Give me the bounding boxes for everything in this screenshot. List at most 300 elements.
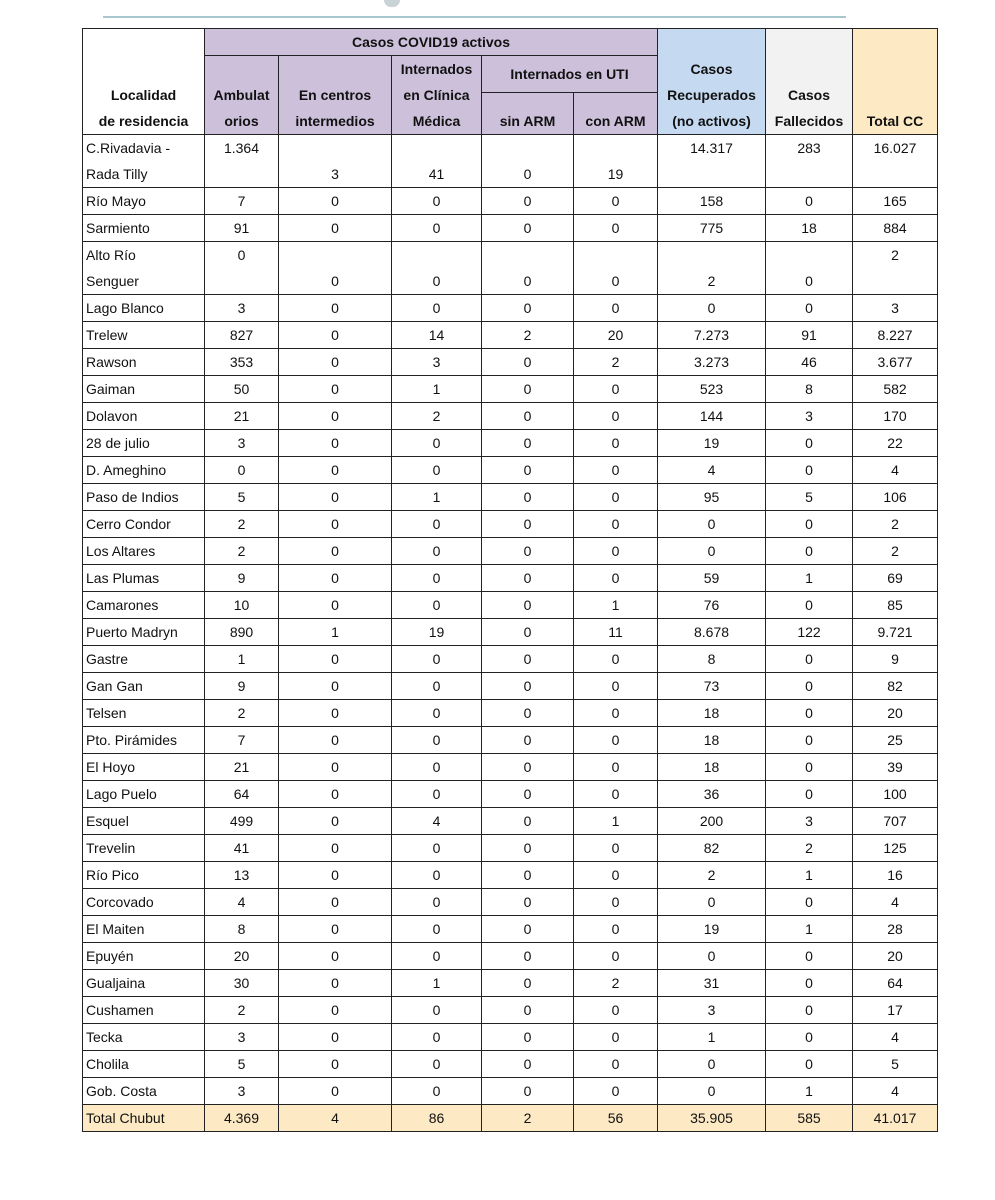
cell-cli: 0 xyxy=(392,700,482,727)
cell-rec: 2 xyxy=(658,862,766,889)
cell-fal: 0 xyxy=(766,997,853,1024)
cell-cen: 0 xyxy=(279,215,392,242)
cell-cli: 0 xyxy=(392,592,482,619)
cell-rec: 0 xyxy=(658,538,766,565)
cell-cli: 0 xyxy=(392,1078,482,1105)
covid-cases-table xyxy=(82,28,938,1132)
table-row xyxy=(83,295,938,322)
cell-cli: 0 xyxy=(392,646,482,673)
cell-cen: 0 xyxy=(279,188,392,215)
cell-amb: 50 xyxy=(205,376,279,403)
cell-con: 0 xyxy=(574,430,658,457)
cell-localidad: Pto. Pirámides xyxy=(83,727,205,754)
cell-total-rec: 35.905 xyxy=(658,1105,766,1132)
cell-tot: 165 xyxy=(853,188,938,215)
cell-fal: 1 xyxy=(766,862,853,889)
cell-sin: 0 xyxy=(482,538,574,565)
cell-localidad: Río Mayo xyxy=(83,188,205,215)
table-row xyxy=(83,835,938,862)
cell-amb: 8 xyxy=(205,916,279,943)
cell-cen: 0 xyxy=(279,1051,392,1078)
cell-cen: 0 xyxy=(279,970,392,997)
cell-tot: 28 xyxy=(853,916,938,943)
cell-amb: 2 xyxy=(205,700,279,727)
cell-sin: 0 xyxy=(482,484,574,511)
cell-cli: 0 xyxy=(392,188,482,215)
cell-sin: 0 xyxy=(482,862,574,889)
cell-cli: 0 xyxy=(392,727,482,754)
cell-sin: 0 xyxy=(482,376,574,403)
cell-con: 0 xyxy=(574,700,658,727)
cell-cli: 0 xyxy=(392,889,482,916)
cell-amb: 20 xyxy=(205,943,279,970)
cell-tot: 4 xyxy=(853,889,938,916)
table-row xyxy=(83,727,938,754)
cell-localidad: Sarmiento xyxy=(83,215,205,242)
cell-tot: 884 xyxy=(853,215,938,242)
cell-con: 0 xyxy=(574,997,658,1024)
cell-con: 0 xyxy=(574,188,658,215)
cell-sin: 0 xyxy=(482,135,574,188)
cell-con: 0 xyxy=(574,1078,658,1105)
cell-sin: 0 xyxy=(482,727,574,754)
cell-localidad: Trevelin xyxy=(83,835,205,862)
cell-tot: 3 xyxy=(853,295,938,322)
cell-cen: 0 xyxy=(279,403,392,430)
table-row xyxy=(83,484,938,511)
cell-sin: 0 xyxy=(482,808,574,835)
cell-con: 0 xyxy=(574,943,658,970)
cell-cen: 0 xyxy=(279,430,392,457)
cell-sin: 0 xyxy=(482,943,574,970)
cell-cli: 0 xyxy=(392,538,482,565)
cell-sin: 0 xyxy=(482,835,574,862)
cell-fal: 0 xyxy=(766,646,853,673)
cell-fal: 8 xyxy=(766,376,853,403)
table-row xyxy=(83,673,938,700)
cell-sin: 0 xyxy=(482,242,574,295)
table-row xyxy=(83,135,938,188)
cell-cli: 0 xyxy=(392,835,482,862)
cell-cli: 0 xyxy=(392,943,482,970)
cell-cen: 0 xyxy=(279,484,392,511)
cell-cli: 0 xyxy=(392,673,482,700)
cell-con: 0 xyxy=(574,1051,658,1078)
cell-amb: 3 xyxy=(205,1078,279,1105)
cell-amb: 2 xyxy=(205,997,279,1024)
cell-rec: 0 xyxy=(658,511,766,538)
cell-con: 2 xyxy=(574,349,658,376)
cell-tot: 582 xyxy=(853,376,938,403)
cell-rec: 95 xyxy=(658,484,766,511)
table-row xyxy=(83,565,938,592)
cell-localidad: Camarones xyxy=(83,592,205,619)
cell-cli: 0 xyxy=(392,565,482,592)
cell-sin: 0 xyxy=(482,673,574,700)
cell-cli: 0 xyxy=(392,1024,482,1051)
cell-localidad: Puerto Madryn xyxy=(83,619,205,646)
cell-con: 0 xyxy=(574,565,658,592)
cell-rec: 0 xyxy=(658,295,766,322)
cell-localidad: El Maiten xyxy=(83,916,205,943)
cell-sin: 0 xyxy=(482,619,574,646)
cell-fal: 0 xyxy=(766,781,853,808)
cell-rec: 18 xyxy=(658,727,766,754)
cell-tot: 16.027 xyxy=(853,135,938,188)
cell-con: 0 xyxy=(574,295,658,322)
cell-amb: 64 xyxy=(205,781,279,808)
cell-amb: 0 xyxy=(205,242,279,295)
cell-cen: 3 xyxy=(279,135,392,188)
cell-localidad: Gualjaina xyxy=(83,970,205,997)
cell-localidad: C.Rivadavia - Rada Tilly xyxy=(83,135,205,188)
cell-fal: 1 xyxy=(766,1078,853,1105)
cell-cli: 0 xyxy=(392,295,482,322)
cell-cen: 1 xyxy=(279,619,392,646)
cell-con: 20 xyxy=(574,322,658,349)
table-row xyxy=(83,403,938,430)
cell-localidad: D. Ameghino xyxy=(83,457,205,484)
cell-fal: 0 xyxy=(766,943,853,970)
cell-total-tot: 41.017 xyxy=(853,1105,938,1132)
cell-cen: 0 xyxy=(279,242,392,295)
cell-localidad: Gob. Costa xyxy=(83,1078,205,1105)
cell-amb: 3 xyxy=(205,1024,279,1051)
cell-amb: 1 xyxy=(205,646,279,673)
cell-con: 0 xyxy=(574,754,658,781)
cell-localidad: Rawson xyxy=(83,349,205,376)
cell-cli: 0 xyxy=(392,997,482,1024)
cell-amb: 3 xyxy=(205,295,279,322)
cell-cen: 0 xyxy=(279,349,392,376)
header-localidad: Localidad de residencia xyxy=(83,29,205,135)
cell-con: 0 xyxy=(574,673,658,700)
cell-cen: 0 xyxy=(279,457,392,484)
cell-amb: 30 xyxy=(205,970,279,997)
cell-fal: 1 xyxy=(766,916,853,943)
cell-cli: 0 xyxy=(392,1051,482,1078)
cell-sin: 0 xyxy=(482,997,574,1024)
cell-amb: 827 xyxy=(205,322,279,349)
cell-amb: 41 xyxy=(205,835,279,862)
header-sin-arm: sin ARM xyxy=(482,93,574,135)
cell-amb: 5 xyxy=(205,1051,279,1078)
cell-sin: 0 xyxy=(482,430,574,457)
cell-sin: 0 xyxy=(482,646,574,673)
cell-rec: 82 xyxy=(658,835,766,862)
cell-rec: 18 xyxy=(658,700,766,727)
cell-localidad: Cerro Condor xyxy=(83,511,205,538)
cell-fal: 0 xyxy=(766,511,853,538)
cell-con: 0 xyxy=(574,646,658,673)
cell-tot: 20 xyxy=(853,700,938,727)
cell-sin: 0 xyxy=(482,349,574,376)
cell-rec: 76 xyxy=(658,592,766,619)
cell-con: 0 xyxy=(574,215,658,242)
cell-localidad: Río Pico xyxy=(83,862,205,889)
cell-sin: 0 xyxy=(482,700,574,727)
cell-tot: 3.677 xyxy=(853,349,938,376)
cell-tot: 106 xyxy=(853,484,938,511)
cell-cen: 0 xyxy=(279,592,392,619)
cell-con: 0 xyxy=(574,376,658,403)
cell-con: 0 xyxy=(574,781,658,808)
cell-localidad: Paso de Indios xyxy=(83,484,205,511)
table-row xyxy=(83,646,938,673)
cell-fal: 18 xyxy=(766,215,853,242)
cell-con: 0 xyxy=(574,403,658,430)
table-row xyxy=(83,1078,938,1105)
cell-cen: 0 xyxy=(279,916,392,943)
cell-cli: 1 xyxy=(392,970,482,997)
cell-localidad: Dolavon xyxy=(83,403,205,430)
cell-localidad: Telsen xyxy=(83,700,205,727)
cell-amb: 9 xyxy=(205,565,279,592)
cell-con: 1 xyxy=(574,808,658,835)
cell-rec: 0 xyxy=(658,1051,766,1078)
cell-fal: 0 xyxy=(766,457,853,484)
cell-sin: 0 xyxy=(482,592,574,619)
cell-fal: 0 xyxy=(766,188,853,215)
cell-con: 0 xyxy=(574,484,658,511)
table-row xyxy=(83,862,938,889)
cell-con: 0 xyxy=(574,457,658,484)
cell-tot: 125 xyxy=(853,835,938,862)
cell-localidad: 28 de julio xyxy=(83,430,205,457)
cell-fal: 0 xyxy=(766,1051,853,1078)
cell-fal: 1 xyxy=(766,565,853,592)
cell-cen: 0 xyxy=(279,295,392,322)
cell-cli: 1 xyxy=(392,376,482,403)
cell-rec: 36 xyxy=(658,781,766,808)
cell-amb: 890 xyxy=(205,619,279,646)
cell-sin: 0 xyxy=(482,403,574,430)
cell-localidad: Gan Gan xyxy=(83,673,205,700)
cell-rec: 0 xyxy=(658,889,766,916)
cell-sin: 0 xyxy=(482,511,574,538)
cell-rec: 18 xyxy=(658,754,766,781)
cell-cen: 0 xyxy=(279,646,392,673)
cell-con: 0 xyxy=(574,511,658,538)
cell-amb: 0 xyxy=(205,457,279,484)
cell-cli: 0 xyxy=(392,511,482,538)
cell-sin: 0 xyxy=(482,781,574,808)
table-row xyxy=(83,916,938,943)
cell-total-amb: 4.369 xyxy=(205,1105,279,1132)
cell-rec: 158 xyxy=(658,188,766,215)
cell-amb: 91 xyxy=(205,215,279,242)
cell-rec: 200 xyxy=(658,808,766,835)
cell-localidad: Esquel xyxy=(83,808,205,835)
cell-fal: 0 xyxy=(766,754,853,781)
table-row xyxy=(83,322,938,349)
table-row xyxy=(83,943,938,970)
table-row xyxy=(83,376,938,403)
cell-cli: 19 xyxy=(392,619,482,646)
table-row xyxy=(83,349,938,376)
cell-sin: 0 xyxy=(482,1051,574,1078)
cell-tot: 17 xyxy=(853,997,938,1024)
cell-tot: 9 xyxy=(853,646,938,673)
cell-amb: 2 xyxy=(205,511,279,538)
cell-total-fal: 585 xyxy=(766,1105,853,1132)
cell-cli: 0 xyxy=(392,781,482,808)
cell-con: 0 xyxy=(574,916,658,943)
header-internados: Internados en Clínica Médica xyxy=(392,56,482,135)
cell-cen: 0 xyxy=(279,1024,392,1051)
table-row xyxy=(83,781,938,808)
cell-fal: 0 xyxy=(766,673,853,700)
cell-fal: 3 xyxy=(766,403,853,430)
cell-tot: 64 xyxy=(853,970,938,997)
cell-amb: 4 xyxy=(205,889,279,916)
cell-localidad: Las Plumas xyxy=(83,565,205,592)
cell-cli: 41 xyxy=(392,135,482,188)
cell-con: 1 xyxy=(574,592,658,619)
cell-rec: 2 xyxy=(658,242,766,295)
cell-cen: 0 xyxy=(279,376,392,403)
cell-cen: 0 xyxy=(279,322,392,349)
header-ambulatorios: Ambulat orios xyxy=(205,56,279,135)
cell-rec: 775 xyxy=(658,215,766,242)
cell-tot: 39 xyxy=(853,754,938,781)
cell-rec: 3 xyxy=(658,997,766,1024)
cell-tot: 4 xyxy=(853,457,938,484)
table-row xyxy=(83,619,938,646)
cell-tot: 170 xyxy=(853,403,938,430)
table-row xyxy=(83,538,938,565)
cell-localidad: Alto Río Senguer xyxy=(83,242,205,295)
cell-cli: 3 xyxy=(392,349,482,376)
cell-sin: 0 xyxy=(482,1078,574,1105)
cell-rec: 523 xyxy=(658,376,766,403)
table-row xyxy=(83,808,938,835)
cell-cen: 0 xyxy=(279,565,392,592)
cell-sin: 0 xyxy=(482,889,574,916)
cell-tot: 85 xyxy=(853,592,938,619)
cell-amb: 5 xyxy=(205,484,279,511)
table-row xyxy=(83,970,938,997)
cell-cli: 0 xyxy=(392,430,482,457)
table-row xyxy=(83,430,938,457)
cell-sin: 0 xyxy=(482,188,574,215)
cell-amb: 3 xyxy=(205,430,279,457)
cell-tot: 20 xyxy=(853,943,938,970)
cell-rec: 14.317 xyxy=(658,135,766,188)
table-row xyxy=(83,215,938,242)
cell-cen: 0 xyxy=(279,511,392,538)
cell-tot: 82 xyxy=(853,673,938,700)
cell-tot: 22 xyxy=(853,430,938,457)
cell-rec: 59 xyxy=(658,565,766,592)
cell-con: 19 xyxy=(574,135,658,188)
cell-cen: 0 xyxy=(279,727,392,754)
header-total: Total CC xyxy=(853,29,938,135)
header-group-activos: Casos COVID19 activos xyxy=(205,29,658,56)
cell-localidad: Trelew xyxy=(83,322,205,349)
cell-amb: 1.364 xyxy=(205,135,279,188)
cell-localidad: Tecka xyxy=(83,1024,205,1051)
cell-fal: 46 xyxy=(766,349,853,376)
cell-tot: 25 xyxy=(853,727,938,754)
cell-cli: 14 xyxy=(392,322,482,349)
table-row xyxy=(83,754,938,781)
cell-tot: 2 xyxy=(853,242,938,295)
cell-total-sin: 2 xyxy=(482,1105,574,1132)
table-row xyxy=(83,997,938,1024)
cell-sin: 0 xyxy=(482,754,574,781)
cell-fal: 0 xyxy=(766,430,853,457)
cell-localidad: Los Altares xyxy=(83,538,205,565)
cell-tot: 69 xyxy=(853,565,938,592)
cell-cli: 0 xyxy=(392,457,482,484)
cell-localidad: Lago Puelo xyxy=(83,781,205,808)
cell-cli: 0 xyxy=(392,916,482,943)
cell-tot: 2 xyxy=(853,511,938,538)
cell-amb: 21 xyxy=(205,403,279,430)
cell-cen: 0 xyxy=(279,835,392,862)
cell-fal: 0 xyxy=(766,970,853,997)
cell-sin: 0 xyxy=(482,215,574,242)
cell-tot: 9.721 xyxy=(853,619,938,646)
table-row xyxy=(83,511,938,538)
cell-rec: 0 xyxy=(658,943,766,970)
table-row xyxy=(83,592,938,619)
cell-cen: 0 xyxy=(279,700,392,727)
cell-con: 0 xyxy=(574,727,658,754)
cell-sin: 0 xyxy=(482,1024,574,1051)
cell-fal: 0 xyxy=(766,592,853,619)
cell-localidad: Gaiman xyxy=(83,376,205,403)
cell-fal: 5 xyxy=(766,484,853,511)
cell-fal: 0 xyxy=(766,700,853,727)
cell-fal: 0 xyxy=(766,538,853,565)
cell-rec: 8.678 xyxy=(658,619,766,646)
cell-localidad: Cushamen xyxy=(83,997,205,1024)
cell-rec: 31 xyxy=(658,970,766,997)
header-centros: En centros intermedios xyxy=(279,56,392,135)
cell-fal: 91 xyxy=(766,322,853,349)
cell-fal: 3 xyxy=(766,808,853,835)
cell-sin: 0 xyxy=(482,916,574,943)
cell-fal: 2 xyxy=(766,835,853,862)
cell-amb: 2 xyxy=(205,538,279,565)
cell-rec: 8 xyxy=(658,646,766,673)
logo-fragment xyxy=(384,0,400,7)
cell-total-label: Total Chubut xyxy=(83,1105,205,1132)
cell-amb: 13 xyxy=(205,862,279,889)
cell-tot: 8.227 xyxy=(853,322,938,349)
cell-fal: 0 xyxy=(766,889,853,916)
cell-sin: 0 xyxy=(482,295,574,322)
header-fallecidos: Casos Fallecidos xyxy=(766,29,853,135)
cell-sin: 0 xyxy=(482,970,574,997)
cell-amb: 10 xyxy=(205,592,279,619)
cell-rec: 19 xyxy=(658,430,766,457)
cell-fal: 0 xyxy=(766,1024,853,1051)
cell-tot: 16 xyxy=(853,862,938,889)
header-recuperados: Casos Recuperados (no activos) xyxy=(658,29,766,135)
header-con-arm: con ARM xyxy=(574,93,658,135)
table-row xyxy=(83,1024,938,1051)
cell-con: 0 xyxy=(574,1024,658,1051)
cell-con: 2 xyxy=(574,970,658,997)
cell-con: 0 xyxy=(574,538,658,565)
cell-rec: 4 xyxy=(658,457,766,484)
cell-rec: 0 xyxy=(658,1078,766,1105)
table-row xyxy=(83,889,938,916)
cell-tot: 4 xyxy=(853,1078,938,1105)
